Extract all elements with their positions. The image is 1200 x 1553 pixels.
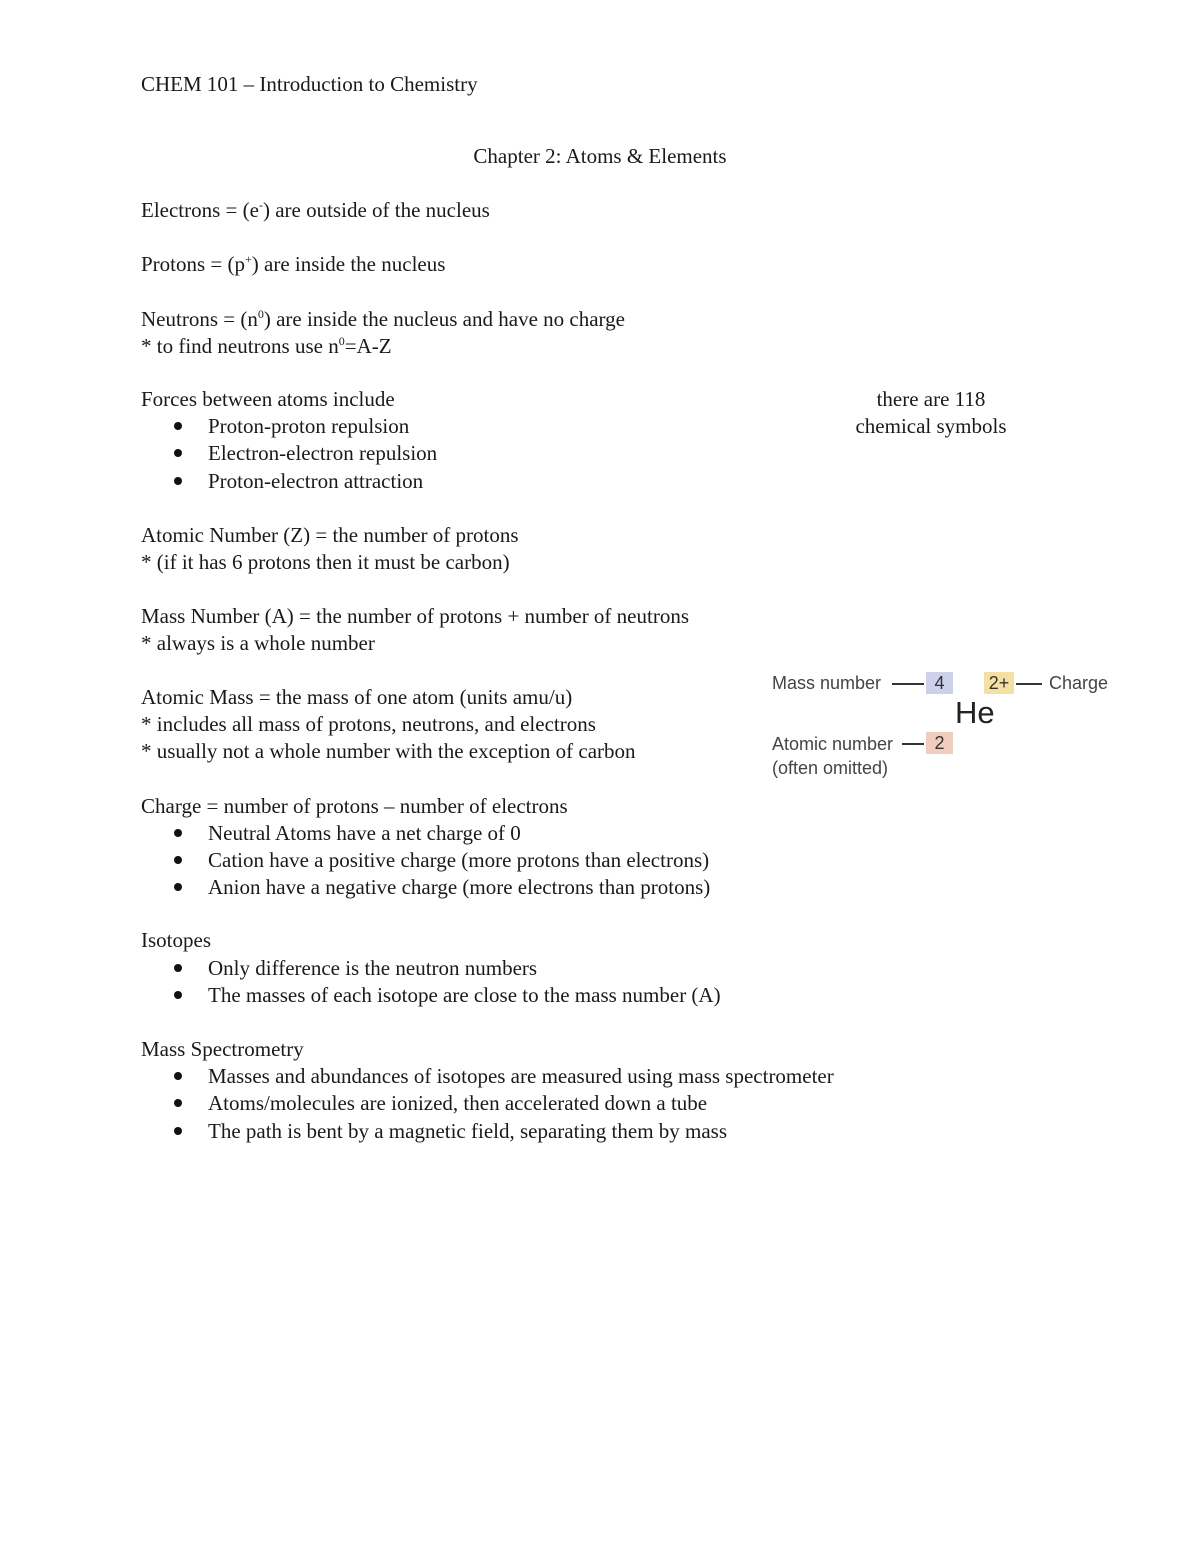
bullet-icon [174, 991, 182, 999]
atomic-number-definition: Atomic Number (Z) = the number of protons [141, 523, 519, 547]
bullet-icon [174, 449, 182, 457]
list-item: The path is bent by a magnetic field, separating them by mass [174, 1118, 727, 1145]
charge-label: Charge [1049, 673, 1109, 693]
bullet-icon [174, 1072, 182, 1080]
side-note-line: there are 118 [876, 387, 986, 411]
side-note-line: chemical symbols [855, 414, 1007, 438]
atomic-number-value: 2 [926, 732, 953, 754]
side-note [820, 386, 1042, 440]
mass-spectrometry-heading: Mass Spectrometry [141, 1037, 304, 1061]
charge-value: 2+ [984, 672, 1014, 694]
forces-heading: Forces between atoms include [141, 387, 395, 411]
atomic-mass-definition: Atomic Mass = the mass of one atom (units amu/u) [141, 685, 573, 709]
bullet-icon [174, 964, 182, 972]
neutron-formula-note: * to find neutrons use $n^0=A-Z$ [141, 334, 392, 358]
atomic-number-connector [902, 743, 924, 745]
list-item: Only difference is the neutron numbers [174, 955, 537, 982]
bullet-icon [174, 856, 182, 864]
charge-connector [1016, 683, 1042, 685]
list-item: Neutral Atoms have a net charge of 0 [174, 820, 521, 847]
list-item: The masses of each isotope are close to the mass number (A) [174, 982, 721, 1009]
mass-number-connector [892, 683, 924, 685]
protons-definition: Protons = (p+) are inside the nucleus [141, 252, 446, 276]
chapter-title: Chapter 2: Atoms & Elements [473, 144, 727, 168]
bullet-icon [174, 829, 182, 837]
list-item: Electron-electron repulsion [174, 440, 437, 467]
list-item: Anion have a negative charge (more electrons than protons) [174, 874, 710, 901]
bullet-icon [174, 422, 182, 430]
mass-number-note: * always is a whole number [141, 631, 375, 655]
electrons-definition: Electrons = (e-) are outside of the nucleus [141, 198, 490, 222]
mass-number-value: 4 [926, 672, 953, 694]
bullet-icon [174, 477, 182, 485]
neutrons-definition: Neutrons = $(n^0)$ are inside the nucleus and have no charge [141, 307, 625, 331]
mass-number-definition: Mass Number (A) = the number of protons + number of neutrons [141, 604, 689, 628]
list-item: Proton-proton repulsion [174, 413, 409, 440]
list-item: Atoms/molecules are ionized, then accelerated down a tube [174, 1090, 707, 1117]
isotopes-heading: Isotopes [141, 928, 211, 952]
atomic-mass-note: * includes all mass of protons, neutrons, and electrons [141, 712, 596, 736]
atomic-number-note: * (if it has 6 protons then it must be carbon) [141, 550, 510, 574]
element-symbol: He [955, 695, 995, 730]
bullet-icon [174, 1099, 182, 1107]
bullet-icon [174, 1127, 182, 1135]
charge-definition: Charge = number of protons – number of electrons [141, 794, 568, 818]
list-item: Masses and abundances of isotopes are measured using mass spectrometer [174, 1063, 834, 1090]
course-header: CHEM 101 – Introduction to Chemistry [141, 72, 478, 96]
bullet-icon [174, 883, 182, 891]
list-item: Proton-electron attraction [174, 468, 423, 495]
atomic-number-label: Atomic number [772, 734, 894, 754]
atomic-notation-diagram [768, 668, 1128, 786]
mass-number-label: Mass number [772, 673, 882, 693]
atomic-mass-note: * usually not a whole number with the exception of carbon [141, 739, 636, 763]
list-item: Cation have a positive charge (more protons than electrons) [174, 847, 709, 874]
atomic-number-sublabel: (often omitted) [772, 758, 889, 778]
